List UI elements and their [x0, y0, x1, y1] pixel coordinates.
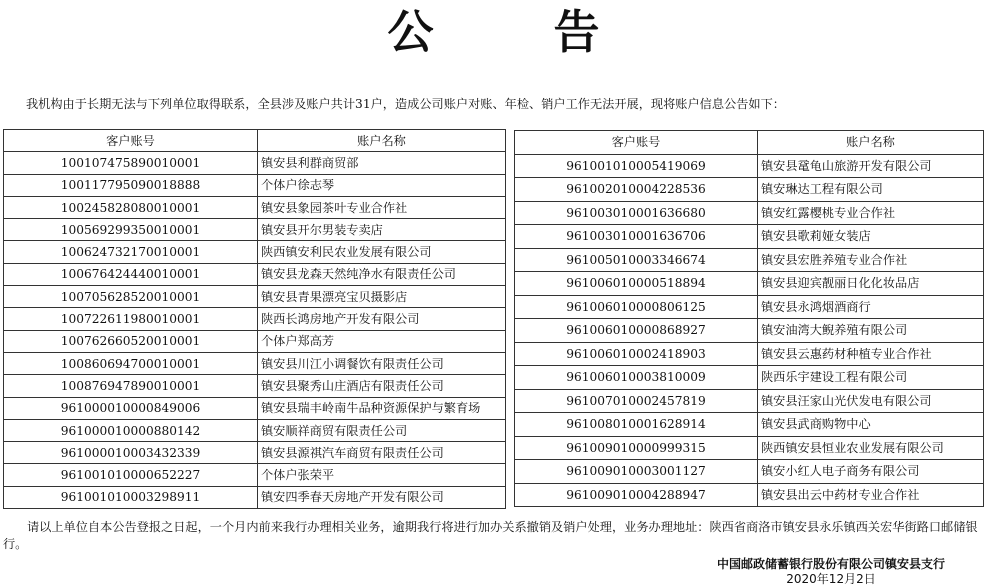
account-number-cell: 100107475890010001: [4, 152, 258, 174]
table-row: [515, 225, 984, 249]
account-number-cell: 961001010003298911: [4, 486, 258, 508]
account-name-cell: 镇安四季春天房地产开发有限公司: [258, 486, 506, 508]
table-row: [4, 263, 506, 285]
column-header-name: 账户名称: [258, 130, 506, 152]
account-name-cell: 镇安县迎宾靓丽日化化妆品店: [758, 272, 984, 296]
table-row: [515, 201, 984, 225]
account-name-cell: 陕西镇安利民农业发展有限公司: [258, 241, 506, 263]
table-row: [515, 272, 984, 296]
account-number-cell: 100876947890010001: [4, 375, 258, 397]
account-number-cell: 961000010003432339: [4, 442, 258, 464]
notice-date: 2020年12月2日: [786, 572, 876, 586]
table-row: [4, 419, 506, 441]
account-table-right: [514, 130, 984, 507]
column-header-account: 客户账号: [4, 130, 258, 152]
account-name-cell: 镇安县开尔男装专卖店: [258, 219, 506, 241]
table-row: [515, 460, 984, 484]
issuer-signature: 中国邮政储蓄银行股份有限公司镇安县支行: [716, 557, 945, 571]
account-name-cell: 镇安县青果漂亮宝贝摄影店: [258, 286, 506, 308]
table-row: [515, 413, 984, 437]
table-row: [4, 196, 506, 218]
account-name-cell: 陕西长鸿房地产开发有限公司: [258, 308, 506, 330]
account-number-cell: 961001010005419069: [515, 154, 758, 178]
account-name-cell: 镇安琳达工程有限公司: [758, 178, 984, 202]
notice-title: 公 告: [387, 5, 652, 59]
account-name-cell: 陕西乐宇建设工程有限公司: [758, 366, 984, 390]
table-row: [4, 464, 506, 486]
account-number-cell: 961009010000999315: [515, 436, 758, 460]
table-row: [515, 295, 984, 319]
account-name-cell: 个体户张荣平: [258, 464, 506, 486]
account-name-cell: 镇安县聚秀山庄酒店有限责任公司: [258, 375, 506, 397]
account-name-cell: 镇安顺祥商贸有限责任公司: [258, 419, 506, 441]
account-number-cell: 961009010003001127: [515, 460, 758, 484]
column-header-name: 账户名称: [758, 131, 984, 155]
table-row: [515, 154, 984, 178]
table-row: [515, 319, 984, 343]
account-name-cell: 镇安县川江小调餐饮有限责任公司: [258, 352, 506, 374]
account-name-cell: 镇安县鼋龟山旅游开发有限公司: [758, 154, 984, 178]
account-number-cell: 100705628520010001: [4, 286, 258, 308]
table-row: [515, 342, 984, 366]
table-row: [4, 486, 506, 508]
account-name-cell: 个体户徐志琴: [258, 174, 506, 196]
account-name-cell: 镇安县永鸿烟酒商行: [758, 295, 984, 319]
account-table-left: [3, 129, 506, 509]
account-number-cell: 961000010000849006: [4, 397, 258, 419]
account-number-cell: 100117795090018888: [4, 174, 258, 196]
account-number-cell: 961005010003346674: [515, 248, 758, 272]
account-number-cell: 100676424440010001: [4, 263, 258, 285]
account-number-cell: 961002010004228536: [515, 178, 758, 202]
table-row: [4, 219, 506, 241]
account-name-cell: 镇安县歌莉娅女装店: [758, 225, 984, 249]
table-row: [4, 308, 506, 330]
account-name-cell: 镇安县宏胜养殖专业合作社: [758, 248, 984, 272]
account-number-cell: 961006010003810009: [515, 366, 758, 390]
table-row: [4, 174, 506, 196]
account-number-cell: 100624732170010001: [4, 241, 258, 263]
table-row: [4, 241, 506, 263]
account-number-cell: 100569299350010001: [4, 219, 258, 241]
account-number-cell: 961007010002457819: [515, 389, 758, 413]
account-name-cell: 镇安油湾大鲵养殖有限公司: [758, 319, 984, 343]
table-header-row: [4, 130, 506, 152]
table-row: [4, 152, 506, 174]
table-header-row: [515, 131, 984, 155]
table-row: [4, 442, 506, 464]
account-name-cell: 镇安县源祺汽车商贸有限责任公司: [258, 442, 506, 464]
table-row: [4, 375, 506, 397]
account-number-cell: 961009010004288947: [515, 483, 758, 507]
table-row: [4, 397, 506, 419]
account-name-cell: 镇安小红人电子商务有限公司: [758, 460, 984, 484]
account-number-cell: 100762660520010001: [4, 330, 258, 352]
account-number-cell: 961008010001628914: [515, 413, 758, 437]
account-number-cell: 961003010001636706: [515, 225, 758, 249]
table-row: [515, 436, 984, 460]
closing-paragraph: 请以上单位自本公告登报之日起，一个月内前来我行办理相关业务，逾期我行将进行加办关系撤销及销户处理，业务办理地址：陕西省商洛市镇安县永乐镇西关宏华街路口邮储银行。: [3, 520, 978, 551]
table-row: [515, 389, 984, 413]
account-name-cell: 镇安县象园茶叶专业合作社: [258, 196, 506, 218]
account-number-cell: 961006010002418903: [515, 342, 758, 366]
account-number-cell: 961001010000652227: [4, 464, 258, 486]
table-row: [515, 483, 984, 507]
account-name-cell: 镇安县龙森天然纯净水有限责任公司: [258, 263, 506, 285]
account-name-cell: 镇安县瑞丰岭南牛品种资源保护与繁育场: [258, 397, 506, 419]
account-number-cell: 100245828080010001: [4, 196, 258, 218]
table-row: [4, 330, 506, 352]
table-row: [4, 286, 506, 308]
account-name-cell: 镇安红露樱桃专业合作社: [758, 201, 984, 225]
account-number-cell: 961000010000880142: [4, 419, 258, 441]
account-name-cell: 陕西镇安县恒业农业发展有限公司: [758, 436, 984, 460]
table-row: [4, 352, 506, 374]
account-number-cell: 100860694700010001: [4, 352, 258, 374]
account-number-cell: 100722611980010001: [4, 308, 258, 330]
account-number-cell: 961006010000806125: [515, 295, 758, 319]
account-name-cell: 镇安县出云中药材专业合作社: [758, 483, 984, 507]
column-header-account: 客户账号: [515, 131, 758, 155]
account-name-cell: 镇安县云惠药材种植专业合作社: [758, 342, 984, 366]
account-name-cell: 个体户郑高芳: [258, 330, 506, 352]
account-name-cell: 镇安县武商购物中心: [758, 413, 984, 437]
account-number-cell: 961003010001636680: [515, 201, 758, 225]
account-name-cell: 镇安县利群商贸部: [258, 152, 506, 174]
table-row: [515, 248, 984, 272]
table-row: [515, 366, 984, 390]
account-number-cell: 961006010000868927: [515, 319, 758, 343]
intro-paragraph: 我机构由于长期无法与下列单位取得联系，全县涉及账户共计31户，造成公司账户对账、年检、销户工作无法开展，现将账户信息公告如下：: [26, 97, 785, 111]
table-row: [515, 178, 984, 202]
account-number-cell: 961006010000518894: [515, 272, 758, 296]
account-name-cell: 镇安县汪家山光伏发电有限公司: [758, 389, 984, 413]
